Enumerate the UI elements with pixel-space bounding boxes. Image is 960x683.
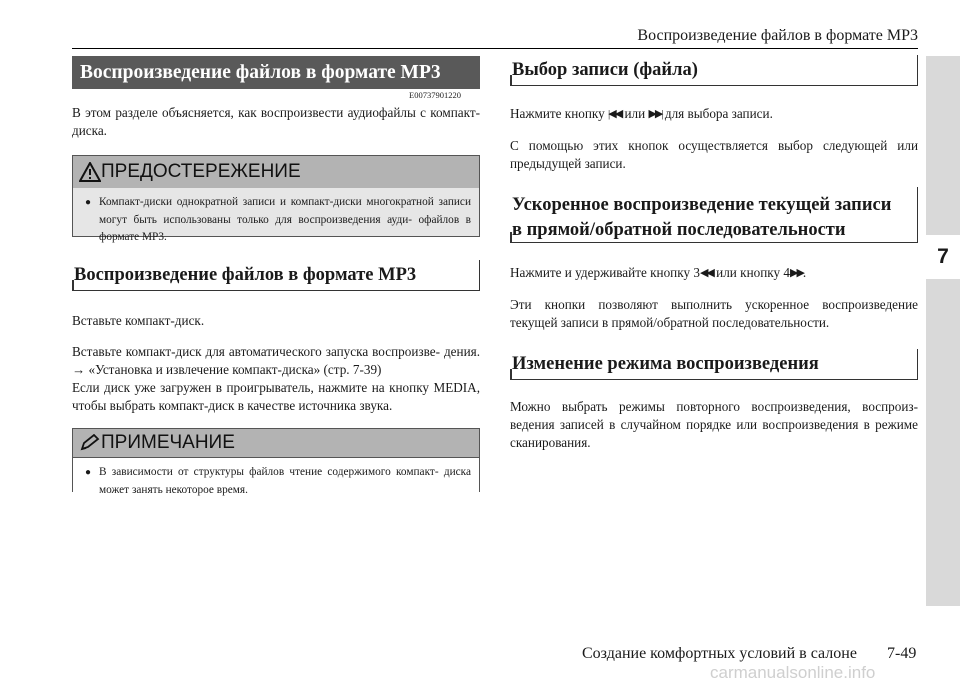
warning-header bbox=[73, 156, 479, 188]
bullet-icon: ● bbox=[85, 197, 92, 208]
fast-forward-icon: ▶▶ bbox=[789, 267, 803, 279]
note-header bbox=[73, 429, 479, 457]
note-body bbox=[73, 457, 479, 496]
section-heading-fast-play bbox=[510, 187, 918, 243]
intro-paragraph: В этом разделе объясняется, как воспроизвести аудиофайлы с компакт-диска. bbox=[72, 105, 480, 138]
section-heading-text: Воспроизведение файлов в формате MP3 bbox=[74, 264, 417, 285]
skip-back-icon: |◀◀ bbox=[608, 108, 622, 120]
paragraph-select-buttons bbox=[510, 105, 918, 123]
paragraph-fast-explain: Эти кнопки позволяют выполнить ускоренное воспроизведение текущей записи в прямой/обратной последовательности. bbox=[510, 297, 918, 330]
text-fragment: или кнопку 4 bbox=[716, 265, 790, 280]
warning-body bbox=[73, 188, 479, 243]
text-fragment: Нажмите кнопку bbox=[510, 106, 605, 121]
warning-text: Компакт-диски однократной записи и компакт-диски многократной записи могут быть использованы только для воспроизведения ауди- офайлов в формате MP3. bbox=[99, 196, 471, 243]
note-pencil-icon bbox=[79, 434, 101, 452]
chapter-tab: 7 bbox=[926, 235, 960, 279]
header-rule bbox=[72, 48, 918, 49]
section-heading-text: Изменение режима воспроизведения bbox=[512, 353, 819, 374]
section-heading-mp3 bbox=[72, 260, 480, 291]
document-code: E00737901220 bbox=[409, 90, 461, 100]
paragraph-play-modes: Можно выбрать режимы повторного воспроизведения, воспроиз- ведения записей в случайном порядке или воспроизведения в режиме сканирования. bbox=[510, 399, 918, 450]
section-heading-line1: Ускоренное воспроизведение текущей записи bbox=[512, 195, 892, 215]
rewind-icon: ◀◀ bbox=[699, 267, 713, 279]
skip-forward-icon: ▶▶| bbox=[648, 108, 662, 120]
text-fragment: . bbox=[802, 265, 807, 280]
paragraph-select-explain: С помощью этих кнопок осуществляется выбор следующей или предыдущей записи. bbox=[510, 138, 918, 171]
bullet-icon: ● bbox=[85, 467, 92, 478]
note-title: ПРИМЕЧАНИЕ bbox=[101, 432, 235, 453]
section-heading-play-mode bbox=[510, 349, 918, 380]
left-title-bar: Воспроизведение файлов в формате MP3 bbox=[72, 56, 480, 89]
note-text: В зависимости от структуры файлов чтение содержимого компакт- диска может занять некоторое время. bbox=[99, 466, 471, 496]
section-heading-text: Выбор записи (файла) bbox=[512, 59, 698, 80]
chapter-strip bbox=[926, 56, 960, 606]
paragraph-autoplay: Вставьте компакт-диск для автоматического запуска воспроизве- дения. → «Установка и извлечение компакт-диска» (стр. 7-39) bbox=[72, 344, 480, 377]
paragraph-hold-buttons bbox=[510, 264, 918, 282]
page-number: 7-49 bbox=[887, 645, 917, 662]
watermark: carmanualsonline.info bbox=[710, 663, 876, 682]
running-title: Воспроизведение файлов в формате MP3 bbox=[637, 27, 918, 44]
warning-box bbox=[72, 155, 480, 243]
warning-triangle-icon bbox=[79, 162, 101, 182]
text-fragment: Нажмите и удерживайте кнопку 3 bbox=[510, 265, 700, 280]
warning-title: ПРЕДОСТЕРЕЖЕНИЕ bbox=[101, 161, 301, 182]
paragraph-media-button: Если диск уже загружен в проигрыватель, нажмите на кнопку MEDIA, чтобы выбрать компакт-диск в качестве источника звука. bbox=[72, 380, 480, 413]
text-fragment: для выбора записи. bbox=[664, 106, 773, 121]
footer-section-title: Создание комфортных условий в салоне bbox=[582, 645, 857, 662]
paragraph-insert-disc: Вставьте компакт-диск. bbox=[72, 313, 205, 328]
text-fragment: или bbox=[624, 106, 646, 121]
section-heading-line2: в прямой/обратной последовательности bbox=[512, 220, 846, 240]
section-heading-select-track bbox=[510, 55, 918, 86]
note-box bbox=[72, 428, 480, 496]
